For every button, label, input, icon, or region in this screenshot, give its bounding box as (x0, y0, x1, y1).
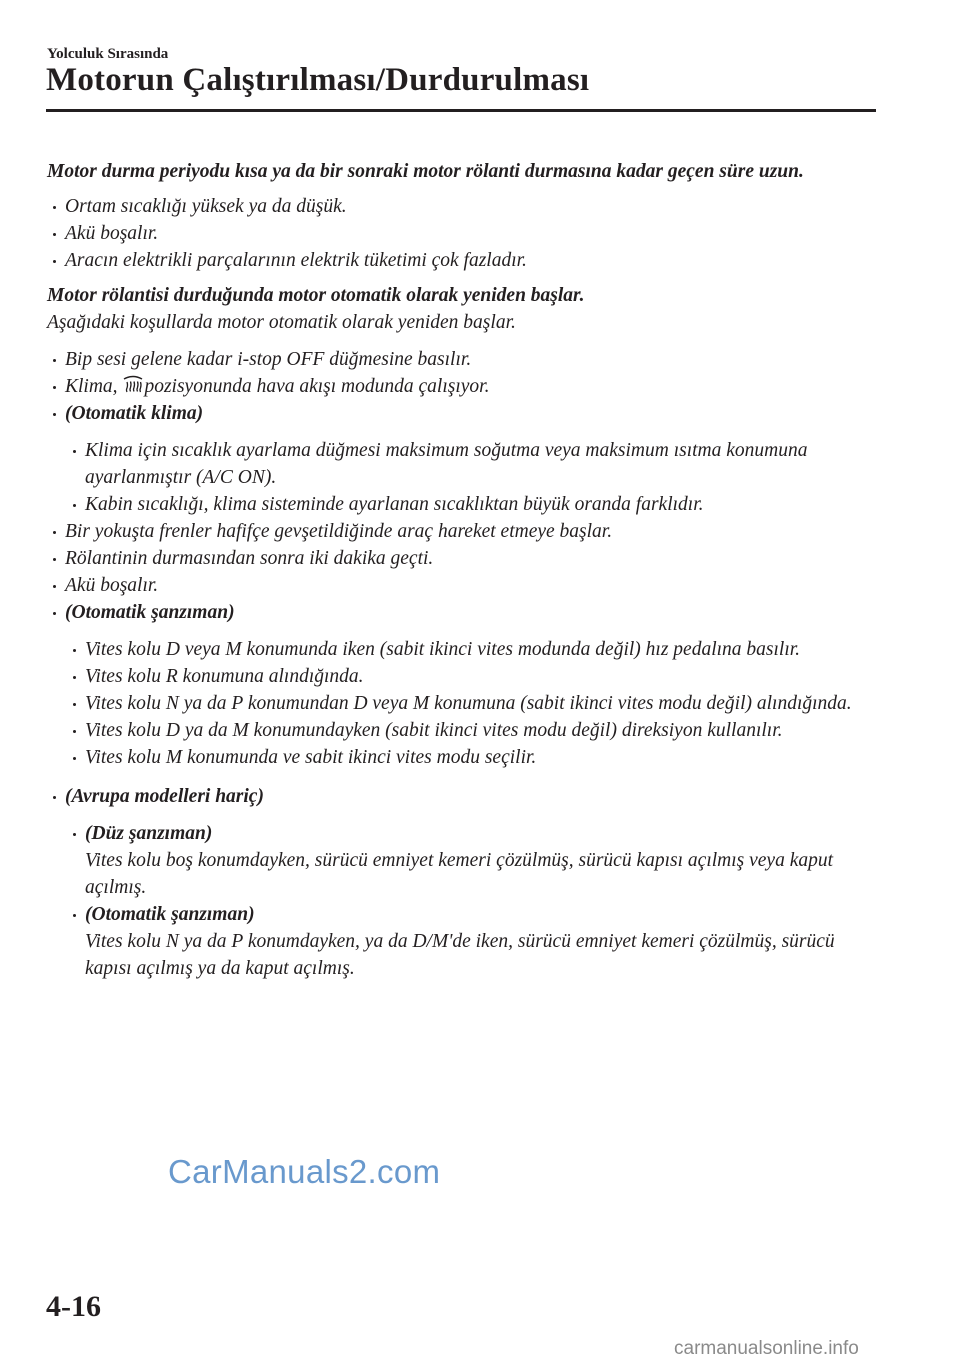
list-item: Ortam sıcaklığı yüksek ya da düşük. (47, 193, 877, 220)
list-item: Rölantinin durmasından sonra iki dakika geçti. (47, 545, 877, 572)
list-item: Kabin sıcaklığı, klima sisteminde ayarlanan sıcaklıktan büyük oranda farklıdır. (47, 491, 877, 518)
list-item: (Avrupa modelleri hariç) (47, 783, 877, 810)
list-item: Vites kolu N ya da P konumundan D veya M konumuna (sabit ikinci vites modu değil) alındığında. (47, 690, 877, 717)
europe-list (47, 783, 877, 810)
list-item: Klima, pozisyonunda hava akışı modunda çalışıyor. (47, 373, 877, 400)
page-title: Motorun Çalıştırılması/Durdurulması (46, 62, 590, 98)
list-item: (Otomatik klima) (47, 400, 877, 427)
page-number: 4-16 (46, 1290, 101, 1323)
section-label: Yolculuk Sırasında (47, 46, 169, 62)
list-item: Vites kolu R konumuna alındığında. (47, 663, 877, 690)
list-item: Akü boşalır. (47, 220, 877, 247)
footer-site: carmanualsonline.info (674, 1338, 859, 1359)
block1-list (47, 193, 877, 274)
list-item: Vites kolu D veya M konumunda iken (sabit ikinci vites modunda değil) hız pedalına basılır. (47, 636, 877, 663)
list-item: (Otomatik şanzıman) Vites kolu N ya da P konumdayken, ya da D/M'de iken, sürücü emniyet kemeri çözülmüş, sürücü kapısı açılmış ya da kaput açılmış. (47, 901, 877, 982)
block2-heading: Motor rölantisi durduğunda motor otomatik olarak yeniden başlar. (47, 285, 585, 306)
auto-climate-list (47, 437, 877, 518)
block2-list-continued (47, 518, 877, 626)
block1-heading: Motor durma periyodu kısa ya da bir sonraki motor rölanti durmasına kadar geçen süre uzun. (47, 161, 804, 182)
list-item: Bir yokuşta frenler hafifçe gevşetildiğinde araç hareket etmeye başlar. (47, 518, 877, 545)
block2-list (47, 346, 877, 427)
list-item: (Otomatik şanzıman) (47, 599, 877, 626)
watermark: CarManuals2.com (168, 1153, 441, 1190)
list-item: Bip sesi gelene kadar i-stop OFF düğmesine basılır. (47, 346, 877, 373)
list-item: Aracın elektrikli parçalarının elektrik tüketimi çok fazladır. (47, 247, 877, 274)
list-item: (Düz şanzıman) Vites kolu boş konumdayken, sürücü emniyet kemeri çözülmüş, sürücü kapısı açılmış veya kaput açılmış. (47, 820, 877, 901)
page-content (47, 158, 877, 982)
title-rule (46, 109, 876, 112)
list-item: Klima için sıcaklık ayarlama düğmesi maksimum soğutma veya maksimum ısıtma konumuna ayarlanmıştır (A/C ON). (47, 437, 877, 491)
list-item: Vites kolu D ya da M konumundayken (sabit ikinci vites modu değil) direksiyon kullanılır. (47, 717, 877, 744)
list-item: Vites kolu M konumunda ve sabit ikinci vites modu seçilir. (47, 744, 877, 771)
windshield-defroster-icon (122, 374, 144, 392)
block2-intro: Aşağıdaki koşullarda motor otomatik olarak yeniden başlar. (47, 312, 516, 333)
list-item: Akü boşalır. (47, 572, 877, 599)
europe-sub-list (47, 820, 877, 982)
auto-trans-list (47, 636, 877, 771)
